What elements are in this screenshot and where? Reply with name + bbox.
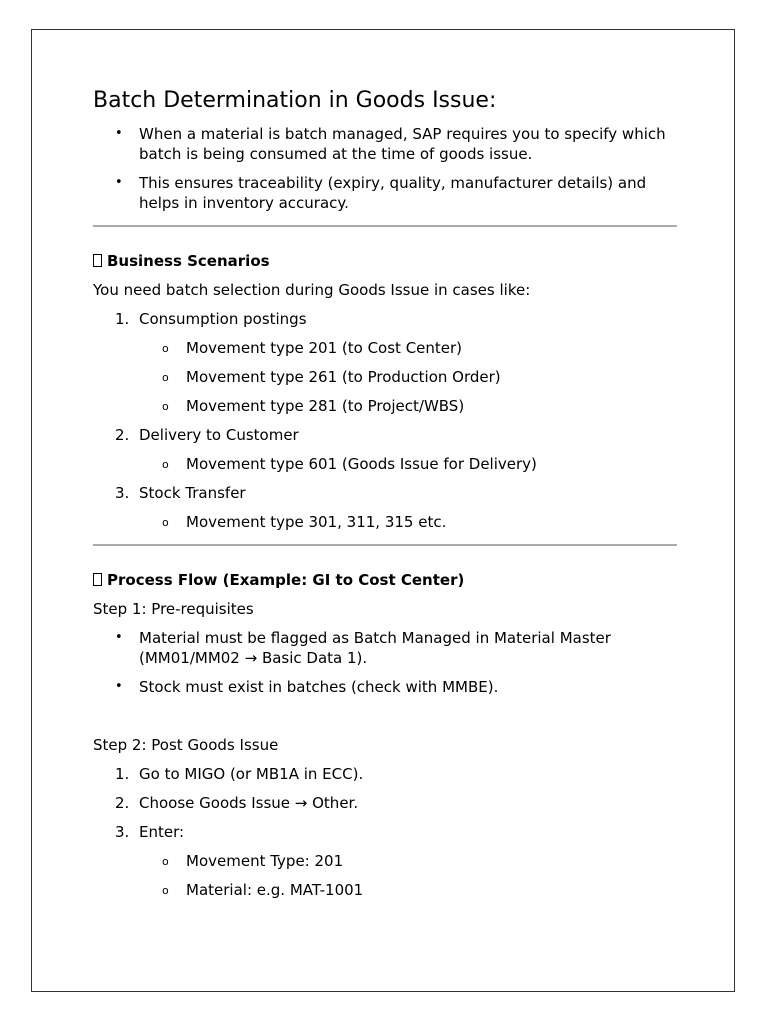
step-2-label: Step 2: Post Goods Issue	[93, 736, 279, 754]
list-item: 2. Delivery to Customer	[115, 426, 299, 444]
list-item: • This ensures traceability (expiry, quality, manufacturer details) and helps in inventory accuracy.	[115, 174, 647, 212]
sub-list-item: o Material: e.g. MAT-1001	[162, 881, 364, 899]
list-item: 2. Choose Goods Issue → Other.	[115, 794, 359, 812]
scenario-list	[93, 309, 677, 532]
circle-bullet-icon: o	[162, 516, 169, 529]
spacer	[93, 706, 677, 735]
sub-list-item: o Movement type 301, 311, 315 etc.	[162, 513, 447, 531]
circle-bullet-icon: o	[162, 855, 169, 868]
bullet-icon: •	[115, 126, 123, 141]
list-item: 3. Stock Transfer	[115, 484, 246, 502]
circle-bullet-icon: o	[162, 884, 169, 897]
section-heading-process-flow: Process Flow (Example: GI to Cost Center)	[93, 570, 677, 590]
missing-glyph-icon	[93, 254, 102, 267]
step-1-label: Step 1: Pre-requisites	[93, 600, 254, 618]
document-content	[93, 86, 677, 909]
sub-list-item: o Movement type 281 (to Project/WBS)	[162, 397, 465, 415]
post-goods-issue-list	[93, 764, 677, 900]
list-item: • Stock must exist in batches (check with MMBE).	[115, 678, 499, 696]
bullet-icon: •	[115, 630, 123, 645]
divider	[93, 225, 677, 227]
section-heading-business-scenarios: Business Scenarios	[93, 251, 677, 271]
circle-bullet-icon: o	[162, 371, 169, 384]
list-item: • When a material is batch managed, SAP requires you to specify which batch is being consumed at the time of goods issue.	[115, 125, 666, 163]
list-item: 1. Go to MIGO (or MB1A in ECC).	[115, 765, 364, 783]
sub-list-item: o Movement type 201 (to Cost Center)	[162, 339, 463, 357]
sub-list-item: o Movement type 601 (Goods Issue for Delivery)	[162, 455, 537, 473]
circle-bullet-icon: o	[162, 342, 169, 355]
circle-bullet-icon: o	[162, 400, 169, 413]
prerequisite-list	[93, 628, 677, 697]
intro-bullet-list	[93, 124, 677, 213]
missing-glyph-icon	[93, 573, 102, 586]
sub-list-item: o Movement Type: 201	[162, 852, 344, 870]
page-title: Batch Determination in Goods Issue:	[93, 88, 497, 113]
sub-list-item: o Movement type 261 (to Production Order)	[162, 368, 501, 386]
section-intro: You need batch selection during Goods Issue in cases like:	[93, 281, 531, 299]
document-page	[31, 29, 735, 992]
list-item: 3. Enter:	[115, 823, 185, 841]
bullet-icon: •	[115, 175, 123, 190]
list-item: • Material must be flagged as Batch Managed in Material Master (MM01/MM02 → Basic Data 1).	[115, 629, 611, 667]
divider	[93, 544, 677, 546]
list-item: 1. Consumption postings	[115, 310, 307, 328]
circle-bullet-icon: o	[162, 458, 169, 471]
bullet-icon: •	[115, 679, 123, 694]
